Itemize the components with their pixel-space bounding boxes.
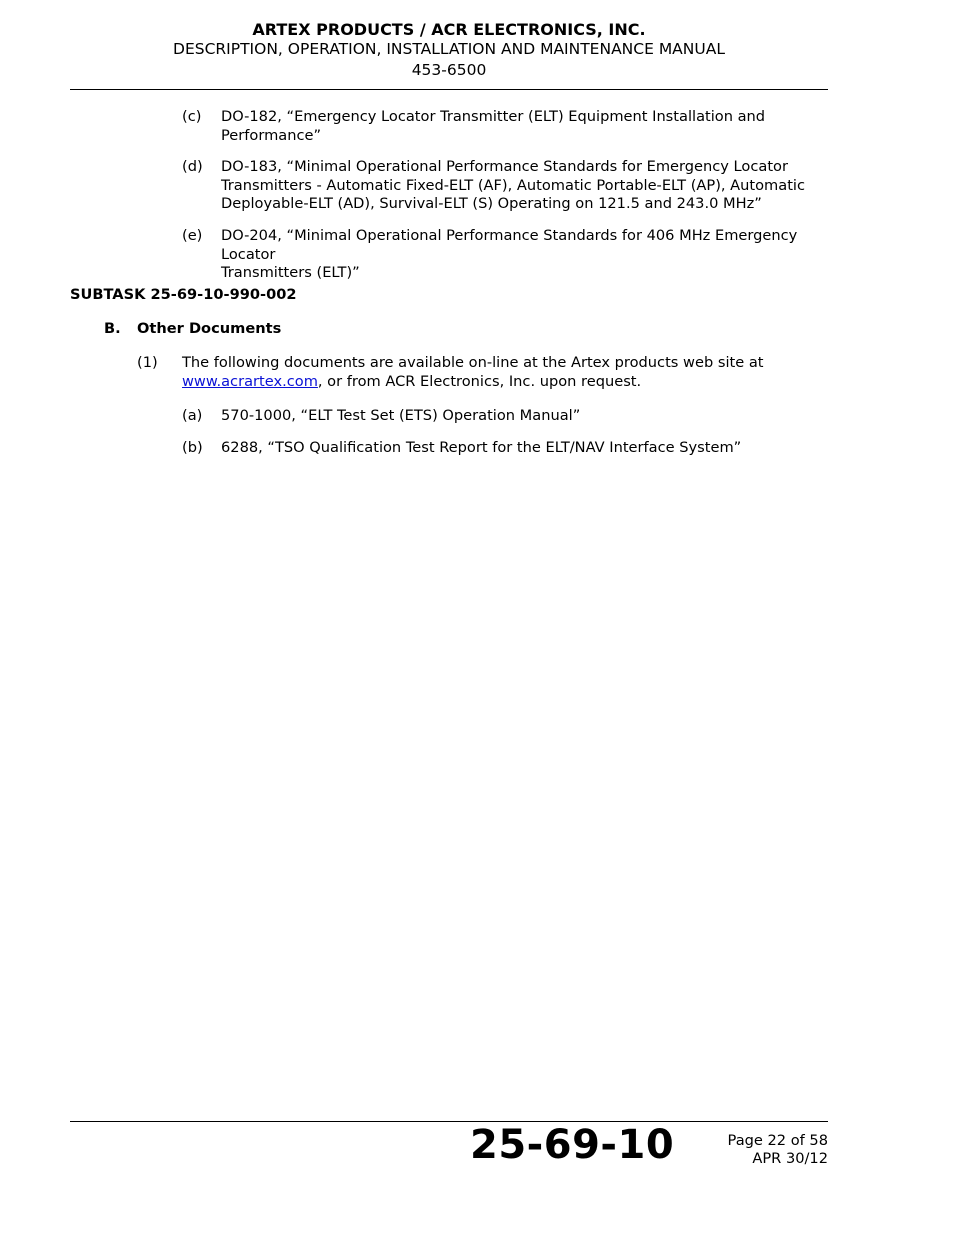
subtask-heading: SUBTASK 25-69-10-990-002 [70, 286, 297, 303]
revision-date: APR 30/12 [752, 1150, 828, 1167]
list-item-text: 6288, “TSO Qualification Test Report for the ELT/NAV Interface System” [221, 439, 742, 456]
section-title: Other Documents [137, 320, 282, 337]
list-item-label: (a) [182, 407, 203, 424]
list-item-label: (e) [182, 227, 203, 244]
list-item-text-line: Deployable-ELT (AD), Survival-ELT (S) Operating on 121.5 and 243.0 MHz” [221, 195, 762, 212]
website-link[interactable]: www.acrartex.com [182, 372, 318, 390]
footer-divider [70, 1121, 828, 1122]
list-item-text: 570-1000, “ELT Test Set (ETS) Operation Manual” [221, 407, 581, 424]
section-letter: B. [104, 320, 121, 337]
list-item-text-line: DO-183, “Minimal Operational Performance Standards for Emergency Locator [221, 158, 788, 175]
list-item-text-line: Transmitters - Automatic Fixed-ELT (AF), Automatic Portable-ELT (AP), Automatic [221, 176, 806, 194]
list-item-text-line: Performance” [221, 126, 322, 144]
list-item-text-line: Transmitters (ELT)” [221, 264, 360, 281]
list-item-label: (b) [182, 439, 203, 456]
list-item-label: (d) [182, 158, 203, 175]
page-number: Page 22 of 58 [727, 1132, 828, 1149]
paragraph-text-rest: , or from ACR Electronics, Inc. upon request. [317, 372, 642, 390]
chapter-number: 25-69-10 [470, 1122, 675, 1168]
list-item-text-line: DO-204, “Minimal Operational Performance Standards for 406 MHz Emergency Locator [221, 227, 798, 263]
manual-title: DESCRIPTION, OPERATION, INSTALLATION AND MAINTENANCE MANUAL [173, 40, 725, 58]
manual-number: 453-6500 [411, 61, 487, 79]
paragraph-text-line [182, 373, 832, 392]
list-item-text-line: DO-182, “Emergency Locator Transmitter (ELT) Equipment Installation and [221, 108, 766, 125]
header-divider [70, 89, 828, 90]
list-item-label: (c) [182, 108, 202, 125]
company-name: ARTEX PRODUCTS / ACR ELECTRONICS, INC. [252, 20, 646, 39]
paragraph-label: (1) [137, 354, 158, 371]
paragraph-text-line: The following documents are available on-line at the Artex products web site at [182, 354, 764, 371]
